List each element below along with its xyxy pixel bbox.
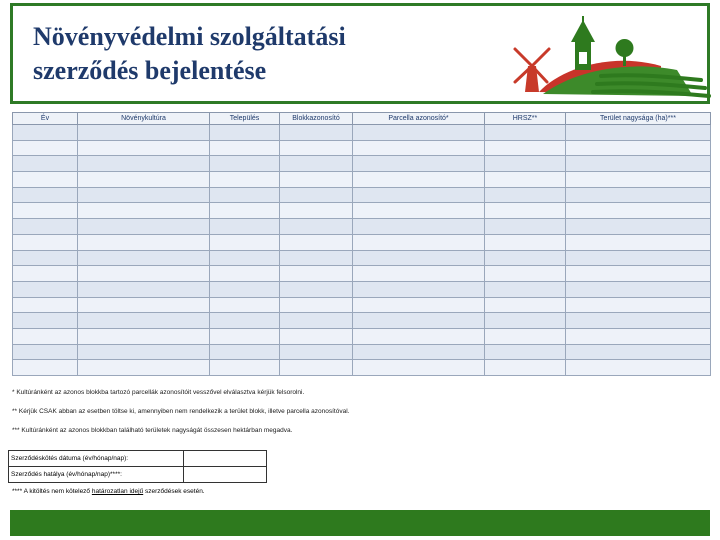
table-row [13, 297, 711, 313]
table-cell[interactable] [78, 344, 210, 360]
table-cell[interactable] [566, 219, 711, 235]
table-cell[interactable] [280, 266, 353, 282]
table-cell[interactable] [353, 266, 485, 282]
table-cell[interactable] [13, 344, 78, 360]
table-cell[interactable] [210, 172, 280, 188]
table-cell[interactable] [78, 234, 210, 250]
table-cell[interactable] [78, 360, 210, 376]
table-cell[interactable] [485, 297, 566, 313]
table-cell[interactable] [280, 313, 353, 329]
table-cell[interactable] [280, 156, 353, 172]
table-cell[interactable] [280, 140, 353, 156]
table-row [13, 266, 711, 282]
table-cell[interactable] [485, 172, 566, 188]
table-cell[interactable] [78, 328, 210, 344]
table-cell[interactable] [13, 250, 78, 266]
table-cell[interactable] [210, 140, 280, 156]
table-cell[interactable] [280, 125, 353, 141]
contract-signed-date-field[interactable] [184, 451, 267, 467]
table-cell[interactable] [78, 203, 210, 219]
table-cell[interactable] [210, 203, 280, 219]
footnotes [12, 389, 349, 446]
table-row [13, 203, 711, 219]
table-cell[interactable] [78, 250, 210, 266]
contract-signed-date-label: Szerződéskötés dátuma (év/hónap/nap): [9, 451, 184, 467]
table-cell[interactable] [485, 203, 566, 219]
title-line-1: Növényvédelmi szolgáltatási [33, 22, 346, 51]
table-cell[interactable] [566, 125, 711, 141]
table-row [13, 344, 711, 360]
table-row [13, 140, 711, 156]
table-cell[interactable] [566, 234, 711, 250]
table-cell[interactable] [210, 266, 280, 282]
table-cell[interactable] [13, 234, 78, 250]
table-cell[interactable] [566, 360, 711, 376]
table-cell[interactable] [280, 219, 353, 235]
table-cell[interactable] [78, 297, 210, 313]
table-row [13, 360, 711, 376]
table-row [13, 250, 711, 266]
table-cell[interactable] [280, 281, 353, 297]
table-cell[interactable] [566, 187, 711, 203]
table-cell[interactable] [210, 250, 280, 266]
col-header-crop: Növénykultúra [78, 113, 210, 125]
dates-table [8, 450, 267, 483]
table-cell[interactable] [566, 328, 711, 344]
table-cell[interactable] [13, 281, 78, 297]
table-cell[interactable] [78, 125, 210, 141]
table-cell[interactable] [566, 172, 711, 188]
table-cell[interactable] [485, 360, 566, 376]
rural-landscape-logo [481, 16, 717, 102]
table-row [13, 187, 711, 203]
col-header-block-id: Blokkazonosító [280, 113, 353, 125]
table-cell[interactable] [13, 203, 78, 219]
table-cell[interactable] [353, 187, 485, 203]
table-cell[interactable] [210, 297, 280, 313]
table-cell[interactable] [353, 313, 485, 329]
table-cell[interactable] [13, 297, 78, 313]
table-cell[interactable] [13, 219, 78, 235]
table-cell[interactable] [353, 234, 485, 250]
table-cell[interactable] [210, 281, 280, 297]
table-cell[interactable] [280, 360, 353, 376]
table-cell[interactable] [210, 360, 280, 376]
table-cell[interactable] [13, 328, 78, 344]
table-header-row [13, 113, 711, 125]
note-parcel: * Kultúránként az azonos blokkba tartozó parcellák azonosítóit vesszővel elválasztva kérjük felsorolni. [12, 389, 305, 396]
col-header-area: Terület nagysága (ha)*** [566, 113, 711, 125]
table-cell[interactable] [280, 344, 353, 360]
table-cell[interactable] [485, 250, 566, 266]
table-cell[interactable] [353, 328, 485, 344]
table-cell[interactable] [78, 219, 210, 235]
table-cell[interactable] [485, 328, 566, 344]
table-cell[interactable] [566, 266, 711, 282]
table-row [13, 313, 711, 329]
table-cell[interactable] [78, 172, 210, 188]
contract-table [12, 112, 711, 376]
table-cell[interactable] [13, 187, 78, 203]
table-cell[interactable] [280, 328, 353, 344]
table-cell[interactable] [280, 187, 353, 203]
optional-note-underlined: határozatlan idejű [91, 488, 144, 495]
contract-effective-date-label: Szerződés hatálya (év/hónap/nap)****: [9, 467, 184, 483]
col-header-parcel-id: Parcella azonosító* [353, 113, 485, 125]
table-cell[interactable] [13, 172, 78, 188]
header-frame [10, 3, 710, 104]
note-area: *** Kultúránként az azonos blokkban található területek nagyságát összesen hektárban megadva. [12, 427, 293, 434]
table-cell[interactable] [566, 250, 711, 266]
table-row [9, 467, 267, 483]
page-title [33, 20, 346, 88]
table-cell[interactable] [353, 203, 485, 219]
table-cell[interactable] [353, 250, 485, 266]
table-cell[interactable] [353, 297, 485, 313]
table-cell[interactable] [353, 172, 485, 188]
table-cell[interactable] [485, 344, 566, 360]
optional-note-suffix: szerződések esetén. [143, 488, 205, 495]
table-cell[interactable] [566, 344, 711, 360]
table-cell[interactable] [13, 156, 78, 172]
table-cell[interactable] [566, 281, 711, 297]
table-cell[interactable] [485, 313, 566, 329]
table-cell[interactable] [210, 125, 280, 141]
table-row [13, 328, 711, 344]
table-cell[interactable] [13, 140, 78, 156]
table-body [13, 125, 711, 376]
table-row [13, 172, 711, 188]
table-cell[interactable] [485, 266, 566, 282]
table-cell[interactable] [485, 187, 566, 203]
table-cell[interactable] [280, 203, 353, 219]
table-cell[interactable] [566, 156, 711, 172]
col-header-settlement: Település [210, 113, 280, 125]
table-cell[interactable] [485, 140, 566, 156]
table-cell[interactable] [280, 250, 353, 266]
table-row [13, 281, 711, 297]
table-row [13, 125, 711, 141]
table-cell[interactable] [13, 360, 78, 376]
table-cell[interactable] [353, 281, 485, 297]
table-cell[interactable] [210, 156, 280, 172]
table-cell[interactable] [280, 234, 353, 250]
col-header-hrsz: HRSZ** [485, 113, 566, 125]
table-cell[interactable] [78, 187, 210, 203]
table-cell[interactable] [280, 297, 353, 313]
table-row [9, 451, 267, 467]
table-cell[interactable] [78, 156, 210, 172]
col-header-year: Év [13, 113, 78, 125]
table-cell[interactable] [210, 344, 280, 360]
title-line-2: szerződés bejelentése [33, 56, 267, 85]
table-row [13, 156, 711, 172]
table-cell[interactable] [78, 313, 210, 329]
table-cell[interactable] [210, 219, 280, 235]
table-cell[interactable] [485, 234, 566, 250]
optional-note-prefix: **** A kitöltés nem kötelező [12, 488, 92, 495]
footer-bar [10, 510, 710, 536]
table-cell[interactable] [353, 344, 485, 360]
contract-effective-date-field[interactable] [184, 467, 267, 483]
note-hrsz: ** Kérjük CSAK abban az esetben töltse ki, amennyiben nem rendelkezik a terület blokk, illetve parcella azonosítóval. [12, 408, 350, 415]
table-row [13, 234, 711, 250]
table-cell[interactable] [210, 328, 280, 344]
table-cell[interactable] [13, 125, 78, 141]
table-cell[interactable] [280, 172, 353, 188]
table-cell[interactable] [566, 140, 711, 156]
table-cell[interactable] [353, 140, 485, 156]
table-cell[interactable] [210, 187, 280, 203]
table-cell[interactable] [566, 203, 711, 219]
table-cell[interactable] [210, 313, 280, 329]
table-cell[interactable] [210, 234, 280, 250]
table-cell[interactable] [566, 297, 711, 313]
table-cell[interactable] [13, 266, 78, 282]
table-cell[interactable] [353, 219, 485, 235]
table-cell[interactable] [353, 156, 485, 172]
table-cell[interactable] [485, 125, 566, 141]
table-cell[interactable] [78, 140, 210, 156]
optional-fill-note [12, 488, 205, 495]
table-row [13, 219, 711, 235]
table-cell[interactable] [353, 125, 485, 141]
table-cell[interactable] [485, 281, 566, 297]
table-cell[interactable] [78, 281, 210, 297]
table-cell[interactable] [78, 266, 210, 282]
table-cell[interactable] [485, 156, 566, 172]
table-cell[interactable] [566, 313, 711, 329]
table-cell[interactable] [13, 313, 78, 329]
table-cell[interactable] [353, 360, 485, 376]
table-cell[interactable] [485, 219, 566, 235]
